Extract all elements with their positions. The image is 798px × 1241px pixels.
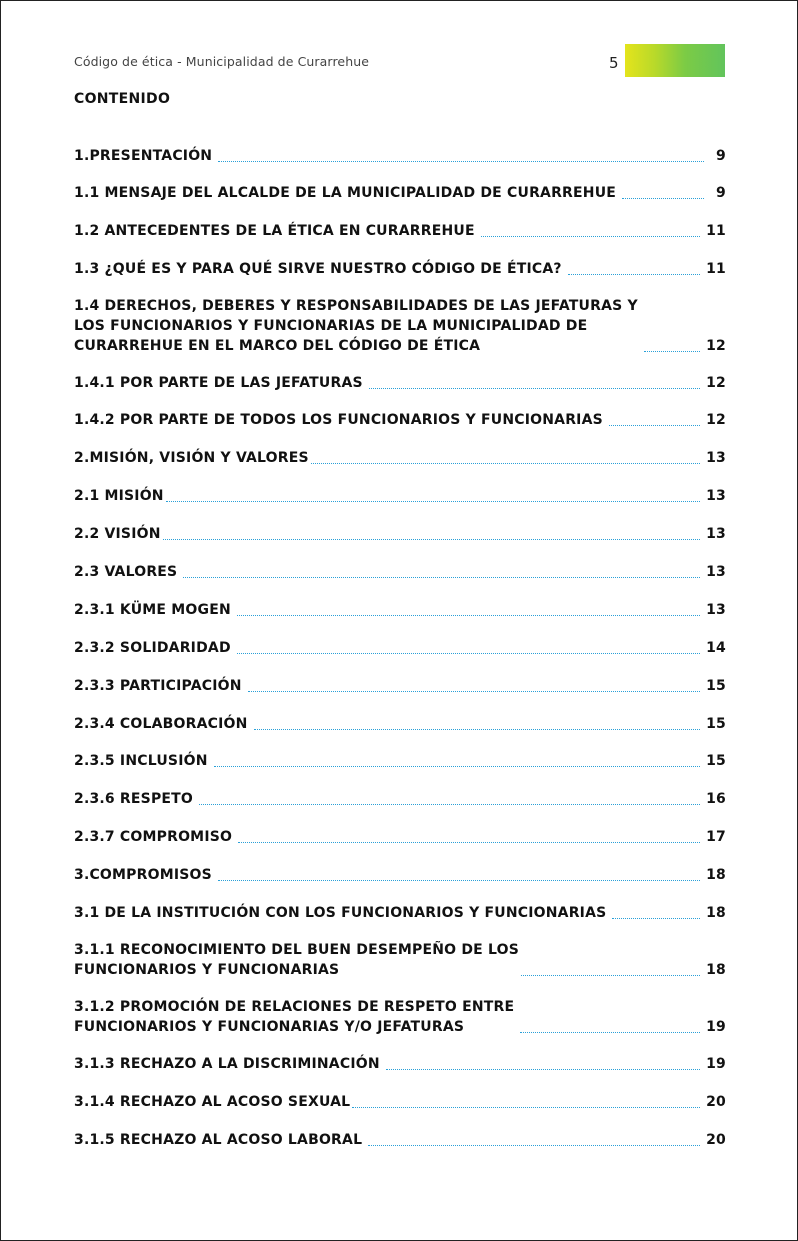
dot-leader: [311, 463, 700, 464]
dot-leader: [644, 351, 700, 352]
dot-leader: [237, 615, 700, 616]
toc-entry-page: 12: [706, 412, 726, 428]
toc-entry-page: 11: [706, 223, 726, 239]
toc-entry-page: 20: [706, 1094, 726, 1110]
toc-entry[interactable]: [74, 562, 726, 582]
toc-entry[interactable]: [74, 373, 726, 393]
toc-entry-label: 1.4 DERECHOS, DEBERES Y RESPONSABILIDADES DE LAS JEFATURAS Y LOS FUNCIONARIOS Y FUNCIONARIAS DE LA MUNICIPALIDAD DE CURARREHUE EN EL MARCO DEL CÓDIGO DE ÉTICA: [74, 298, 638, 354]
dot-leader: [214, 766, 700, 767]
toc-entry-page: 13: [706, 488, 726, 504]
toc-entry-page: 12: [706, 338, 726, 354]
toc-entry[interactable]: [74, 600, 726, 620]
toc-entry-label: 3.1.2 PROMOCIÓN DE RELACIONES DE RESPETO ENTRE FUNCIONARIOS Y FUNCIONARIAS Y/O JEFATURAS: [74, 999, 515, 1035]
toc-entry-page: 14: [706, 640, 726, 656]
toc-entry[interactable]: [74, 1092, 726, 1112]
toc-entry-page: 20: [706, 1132, 726, 1148]
toc-entry[interactable]: [74, 448, 726, 468]
toc-entry-page: 13: [706, 450, 726, 466]
dot-leader: [166, 501, 700, 502]
dot-leader: [622, 198, 704, 199]
toc-entry-label: 1.4.1 POR PARTE DE LAS JEFATURAS: [74, 375, 363, 391]
toc-entry[interactable]: [74, 676, 726, 696]
toc-entry[interactable]: [74, 183, 726, 203]
toc-entry-page: 16: [706, 791, 726, 807]
dot-leader: [369, 388, 700, 389]
toc-entry[interactable]: [74, 789, 726, 809]
toc-entry-page: 19: [706, 1019, 726, 1035]
toc-entry-label: 3.COMPROMISOS: [74, 867, 212, 883]
dot-leader: [612, 918, 700, 919]
toc-entry[interactable]: [74, 296, 726, 356]
toc-entry-page: 13: [706, 564, 726, 580]
toc-entry-page: 18: [706, 905, 726, 921]
toc-entry-page: 18: [706, 962, 726, 978]
dot-leader: [163, 539, 700, 540]
toc-entry-label: 2.3.6 RESPETO: [74, 791, 194, 807]
dot-leader: [481, 236, 700, 237]
toc-entry[interactable]: [74, 524, 726, 544]
running-header: Código de ética - Municipalidad de Curarrehue: [74, 54, 370, 69]
toc-entry-label: 1.3 ¿QUÉ ES Y PARA QUÉ SIRVE NUESTRO CÓDIGO DE ÉTICA?: [74, 261, 562, 277]
toc-entry-page: 13: [706, 526, 726, 542]
dot-leader: [386, 1069, 700, 1070]
dot-leader: [368, 1145, 700, 1146]
toc-entry-label: 2.3.7 COMPROMISO: [74, 829, 233, 845]
toc-entry-label: 3.1.1 RECONOCIMIENTO DEL BUEN DESEMPEÑO DE LOS FUNCIONARIOS Y FUNCIONARIAS: [74, 942, 520, 978]
toc-entry-label: 3.1.4 RECHAZO AL ACOSO SEXUAL: [74, 1094, 351, 1110]
toc-entry[interactable]: [74, 903, 726, 923]
toc-entry-label: 2.3.2 SOLIDARIDAD: [74, 640, 231, 656]
toc-entry[interactable]: [74, 146, 726, 166]
toc-entry-page: 19: [706, 1056, 726, 1072]
toc-entry[interactable]: [74, 714, 726, 734]
toc-entry[interactable]: [74, 1054, 726, 1074]
dot-leader: [609, 425, 700, 426]
toc-entry-label: 1.1 MENSAJE DEL ALCALDE DE LA MUNICIPALIDAD DE CURARREHUE: [74, 185, 617, 201]
dot-leader: [218, 880, 700, 881]
toc-entry-page: 18: [706, 867, 726, 883]
toc-entry[interactable]: [74, 1130, 726, 1150]
toc-entry-page: 9: [716, 185, 726, 201]
dot-leader: [218, 161, 704, 162]
dot-leader: [520, 1032, 700, 1033]
dot-leader: [521, 975, 700, 976]
dot-leader: [248, 691, 700, 692]
toc-entry[interactable]: [74, 221, 726, 241]
toc-entry-label: 2.3.5 INCLUSIÓN: [74, 753, 208, 769]
toc-entry[interactable]: [74, 751, 726, 771]
toc-entry[interactable]: [74, 865, 726, 885]
toc-entry[interactable]: [74, 997, 726, 1037]
toc-entry-label: 2.3 VALORES: [74, 564, 178, 580]
header-accent-bar: [625, 44, 725, 77]
dot-leader: [352, 1107, 700, 1108]
toc-entry-label: 2.3.3 PARTICIPACIÓN: [74, 678, 242, 694]
toc-entry-label: 1.4.2 POR PARTE DE TODOS LOS FUNCIONARIOS Y FUNCIONARIAS: [74, 412, 603, 428]
dot-leader: [237, 653, 700, 654]
toc-entry-label: 3.1 DE LA INSTITUCIÓN CON LOS FUNCIONARIOS Y FUNCIONARIAS: [74, 905, 607, 921]
toc-entry[interactable]: [74, 486, 726, 506]
toc-entry-label: 2.1 MISIÓN: [74, 488, 164, 504]
dot-leader: [199, 804, 700, 805]
dot-leader: [254, 729, 701, 730]
toc-entry[interactable]: [74, 827, 726, 847]
toc-entry-page: 12: [706, 375, 726, 391]
toc-entry-label: 2.MISIÓN, VISIÓN Y VALORES: [74, 450, 309, 466]
toc-entry-label: 1.2 ANTECEDENTES DE LA ÉTICA EN CURARREHUE: [74, 223, 475, 239]
toc-entry-page: 11: [706, 261, 726, 277]
toc-entry-label: 3.1.3 RECHAZO A LA DISCRIMINACIÓN: [74, 1056, 380, 1072]
toc-entry-label: 2.3.4 COLABORACIÓN: [74, 716, 248, 732]
toc-entry-label: 3.1.5 RECHAZO AL ACOSO LABORAL: [74, 1132, 363, 1148]
toc-entry-page: 15: [706, 716, 726, 732]
dot-leader: [183, 577, 700, 578]
toc-entry-page: 15: [706, 678, 726, 694]
page-title: CONTENIDO: [74, 91, 171, 107]
toc-entry-page: 15: [706, 753, 726, 769]
toc-entry[interactable]: [74, 940, 726, 980]
toc-entry-page: 13: [706, 602, 726, 618]
toc-entry-page: 9: [716, 148, 726, 164]
toc-entry-label: 2.3.1 KÜME MOGEN: [74, 602, 231, 618]
toc-entry[interactable]: [74, 259, 726, 279]
dot-leader: [238, 842, 700, 843]
page-number: 5: [609, 54, 619, 72]
dot-leader: [568, 274, 700, 275]
toc-entry-label: 1.PRESENTACIÓN: [74, 148, 213, 164]
toc-entry[interactable]: [74, 638, 726, 658]
toc-entry[interactable]: [74, 410, 726, 430]
toc-entry-page: 17: [706, 829, 726, 845]
toc-entry-label: 2.2 VISIÓN: [74, 526, 161, 542]
